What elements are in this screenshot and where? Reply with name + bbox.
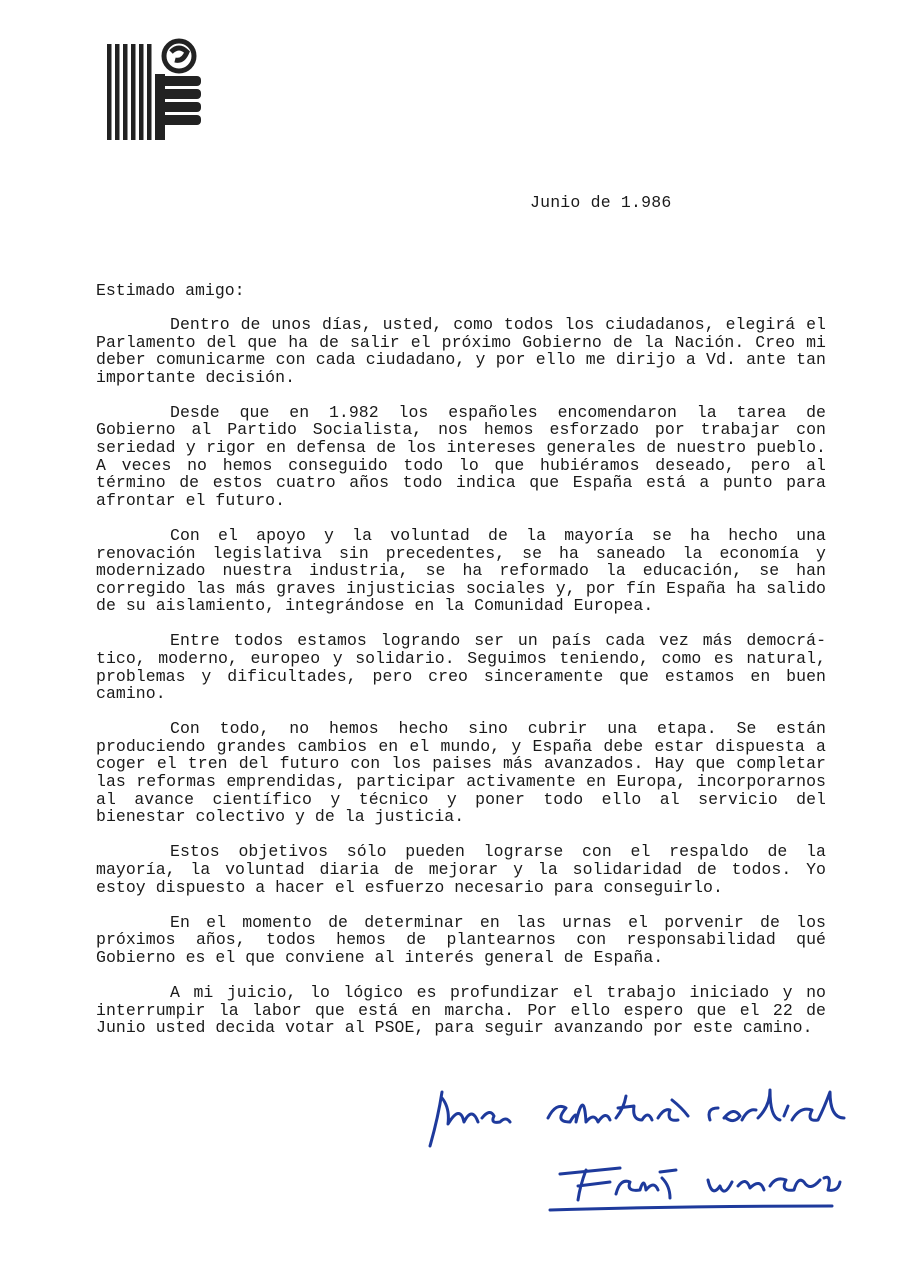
- paragraph: Con el apoyo y la voluntad de la mayoría se ha hecho una renovación legislativa sin precedentes, se ha saneado la economía y modernizado nuestra industria, se ha reformado la educación, se han corregido las más graves injusticias sociales y, por fín España ha salido de su aislamiento, integrándose en la Comunidad Europea.: [96, 525, 826, 616]
- paragraph: En el momento de determinar en las urnas el porvenir de los próximos años, todos hemos de plantearnos con responsabilidad qué Gobierno es el que conviene al interés general de España.: [96, 912, 826, 967]
- paragraph: Desde que en 1.982 los españoles encomendaron la tarea de Gobierno al Partido Socialista, nos hemos esforzado por trabajar con seriedad y rigor en defensa de los intereses generales de nuestro pueblo. A veces no hemos conseguido todo lo que hubiéramos deseado, pero al término de estos cuatro años todo indica que España está a punto para afrontar el futuro.: [96, 402, 826, 510]
- paragraph: Estos objetivos sólo pueden lograrse con el respaldo de la mayoría, la voluntad diaria de mejorar y la solidaridad de todos. Yo estoy dispuesto a hacer el esfuerzo necesario para conseguirlo.: [96, 842, 826, 897]
- signature-closing-scribble: [430, 1090, 844, 1146]
- signature-name-scribble: [550, 1168, 840, 1210]
- letter-body: [96, 316, 826, 1054]
- psoe-logo-icon: [105, 38, 205, 142]
- letter-date: Junio de 1.986: [530, 193, 672, 212]
- paragraph: Dentro de unos días, usted, como todos los ciudadanos, elegirá el Parlamento del que ha de salir el próximo Gobierno de la Nación. Creo mi deber comunicarme con cada ciudadano, y por ello me dirijo a Vd. ante tan importante decisión.: [96, 315, 826, 387]
- paragraph: A mi juicio, lo lógico es profundizar el trabajo iniciado y no interrumpir la labor que está en marcha. Por ello espero que el 22 de Junio usted decida votar al PSOE, para seguir avanzando por este camino.: [96, 982, 826, 1038]
- greeting: Estimado amigo:: [96, 281, 245, 300]
- paragraph: Con todo, no hemos hecho sino cubrir una etapa. Se están produciendo grandes cambios en el mundo, y España debe estar dispuesta a coger el tren del futuro con los paises más avanzados. Hay que completar las reformas emprendidas, participar activamente en Europa, incorporarnos al avance científico y técnico y poner todo ello al servicio del bienestar colectivo y de la justicia.: [96, 719, 826, 827]
- handwritten-signature: [420, 1078, 870, 1218]
- paragraph: Entre todos estamos logrando ser un país cada vez más democrático, moderno, europeo y solidario. Seguimos teniendo, como es natural, problemas y dificultades, pero creo sinceramente que estamos en buen camino.: [96, 631, 826, 704]
